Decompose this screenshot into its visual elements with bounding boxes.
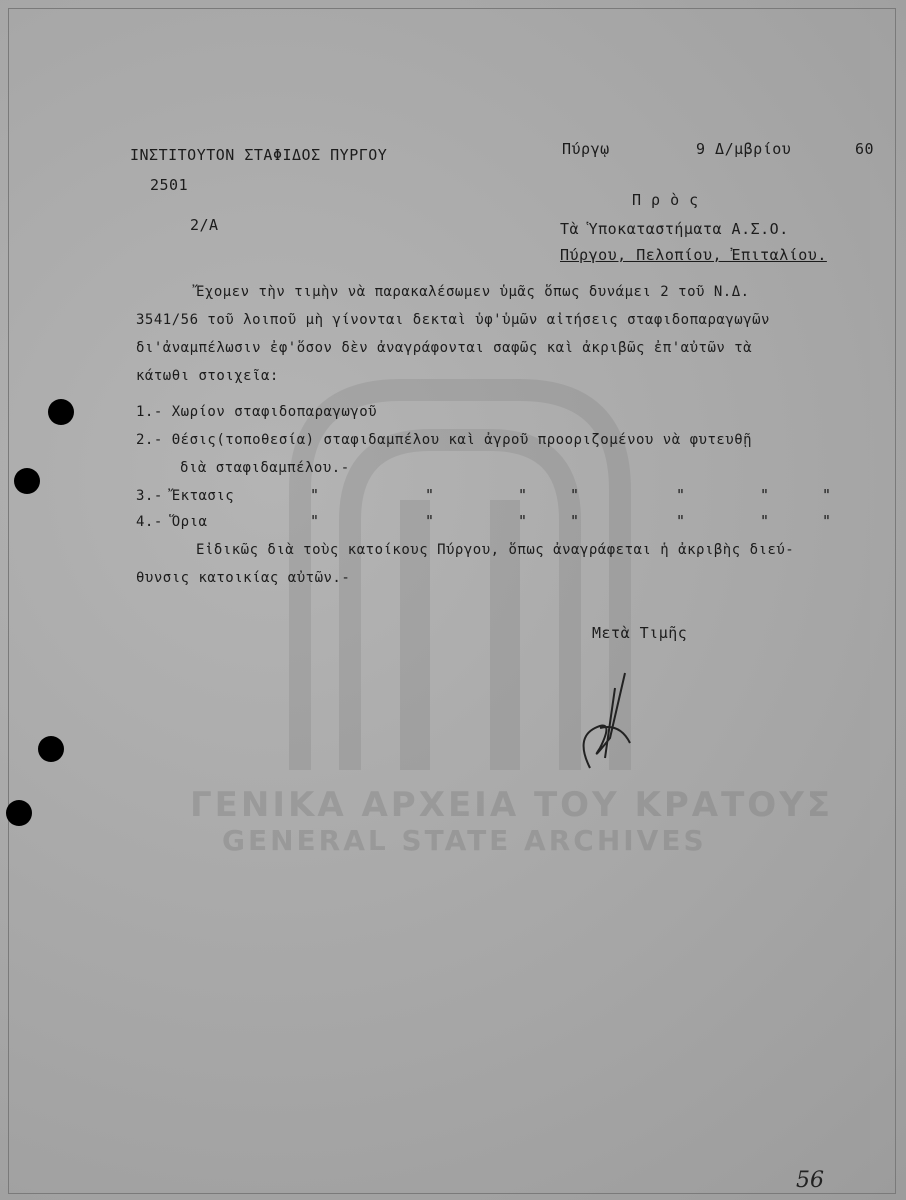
ditto-mark: " xyxy=(676,486,686,504)
ditto-mark: " xyxy=(760,512,770,530)
ditto-mark: " xyxy=(760,486,770,504)
page-number: 56 xyxy=(796,1168,824,1193)
body-line: κάτωθι στοιχεῖα: xyxy=(136,368,279,384)
ditto-mark: " xyxy=(822,512,832,530)
body-line: Ἔχομεν τὴν τιμὴν νὰ παρακαλέσωμεν ὑμᾶς ὅπως δυνάμει 2 τοῦ Ν.Δ. xyxy=(196,284,750,300)
ditto-mark: " xyxy=(425,486,435,504)
ditto-mark: " xyxy=(570,486,580,504)
watermark-english: GENERAL STATE ARCHIVES xyxy=(222,824,707,857)
ditto-mark: " xyxy=(822,486,832,504)
reference-number: 2501 xyxy=(150,176,189,194)
punch-hole xyxy=(14,468,40,494)
body-line: 3541/56 τοῦ λοιποῦ μὴ γίνονται δεκταὶ ὑφ'ὑμῶν αἰτήσεις σταφιδοπαραγωγῶν xyxy=(136,312,770,328)
letter-place: Πύργῳ xyxy=(562,140,610,158)
ditto-mark: " xyxy=(425,512,435,530)
ditto-mark: " xyxy=(676,512,686,530)
letter-date: 9 Δ/μβρίου xyxy=(696,140,792,158)
ditto-mark: " xyxy=(570,512,580,530)
recipient-line-1: Τὰ Ὑποκαταστήματα Α.Σ.Ο. xyxy=(560,220,789,238)
sender-institute: ΙΝΣΤΙΤΟΥΤΟΝ ΣΤΑΦΙΔΟΣ ΠΥΡΓΟΥ xyxy=(130,146,388,164)
letter-year: 60 xyxy=(855,140,875,158)
punch-hole xyxy=(38,736,64,762)
handwritten-signature xyxy=(570,668,640,778)
list-item-2: 2.- Θέσις(τοποθεσία) σταφιδαμπέλου καὶ ἀγροῦ προοριζομένου νὰ φυτευθῇ xyxy=(136,432,753,448)
recipient-pros: Π ρ ὸ ς xyxy=(632,191,699,209)
body-line: Εἰδικῶς διὰ τοὺς κατοίκους Πύργου, ὅπως ἀναγράφεται ἡ ἀκριβὴς διεύ- xyxy=(196,542,795,558)
body-line: θυνσις κατοικίας αὐτῶν.- xyxy=(136,570,351,586)
body-line: δι'ἀναμπέλωσιν ἐφ'ὅσον δὲν ἀναγράφονται σαφῶς καὶ ἀκριβῶς ἐπ'αὐτῶν τὰ xyxy=(136,340,753,356)
list-item-2-cont: διὰ σταφιδαμπέλου.- xyxy=(180,460,350,476)
ditto-mark: " xyxy=(518,486,528,504)
ditto-mark: " xyxy=(310,512,320,530)
punch-hole xyxy=(48,399,74,425)
list-item-4: 4.- Ὅρια xyxy=(136,514,208,530)
recipient-line-2: Πύργου, Πελοπίου, Ἐπιταλίου. xyxy=(560,246,827,264)
ditto-mark: " xyxy=(310,486,320,504)
ditto-mark: " xyxy=(518,512,528,530)
punch-hole xyxy=(6,800,32,826)
watermark-greek: ΓΕΝΙΚΑ ΑΡΧΕΙΑ ΤΟΥ ΚΡΑΤΟΥΣ xyxy=(190,785,834,825)
reference-code: 2/Α xyxy=(190,216,219,234)
list-item-1: 1.- Χωρίον σταφιδοπαραγωγοῦ xyxy=(136,404,378,420)
closing-text: Μετὰ Τιμῆς xyxy=(592,624,688,642)
list-item-3: 3.- Ἔκτασις xyxy=(136,488,235,504)
